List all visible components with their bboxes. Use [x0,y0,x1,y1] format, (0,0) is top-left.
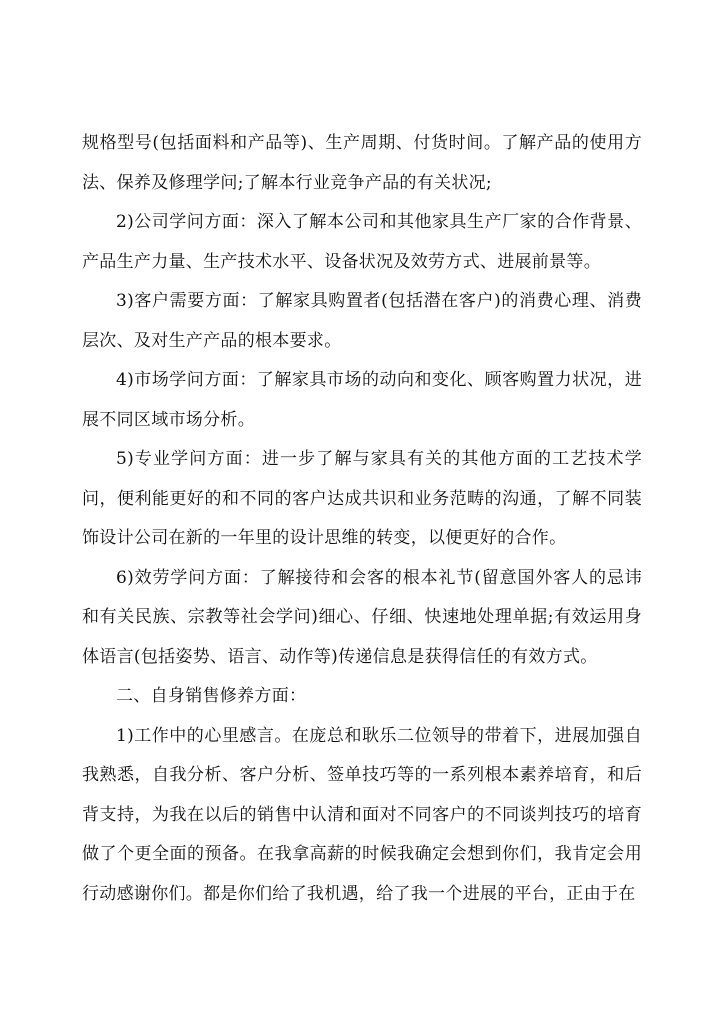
paragraph-professional-knowledge: 5)专业学问方面：进一步了解与家具有关的其他方面的工艺技术学问，便利能更好的和不同的客户达成共识和业务范畴的沟通，了解不同装饰设计公司在新的一年里的设计思维的转变，以便更好的合作。 [82,449,642,548]
document-body [82,124,642,914]
paragraph-market-knowledge: 4)市场学问方面：了解家具市场的动向和变化、顾客购置力状况，进展不同区域市场分析。 [82,370,642,430]
paragraph-work-reflections: 1)工作中的心里感言。在庞总和耿乐二位领导的带着下，进展加强自我熟悉，自我分析、客户分析、签单技巧等的一系列根本素养培育，和后背支持，为我在以后的销售中认清和面对不同客户的不同谈判技巧的培育做了个更全面的预备。在我拿高薪的时候我确定会想到你们，我肯定会用行动感谢你们。都是你们给了我机遇，给了我一个进展的平台，正由于在 [82,725,642,904]
section-heading-sales-cultivation: 二、自身销售修养方面： [116,686,307,706]
paragraph-service-knowledge: 6)效劳学问方面：了解接待和会客的根本礼节(留意国外客人的忌讳和有关民族、宗教等社会学问)细心、仔细、快速地处理单据;有效运用身体语言(包括姿势、语言、动作等)传递信息是获得信任的有效方式。 [82,567,642,667]
paragraph-product-knowledge: 规格型号(包括面料和产品等)、生产周期、付货时间。了解产品的使用方法、保养及修理学问;了解本行业竞争产品的有关状况; [82,133,642,193]
paragraph-company-knowledge: 2)公司学问方面：深入了解本公司和其他家具生产厂家的合作背景、产品生产力量、生产技术水平、设备状况及效劳方式、进展前景等。 [82,212,642,272]
paragraph-customer-needs: 3)客户需要方面：了解家具购置者(包括潜在客户)的消费心理、消费层次、及对生产产品的根本要求。 [82,291,642,351]
